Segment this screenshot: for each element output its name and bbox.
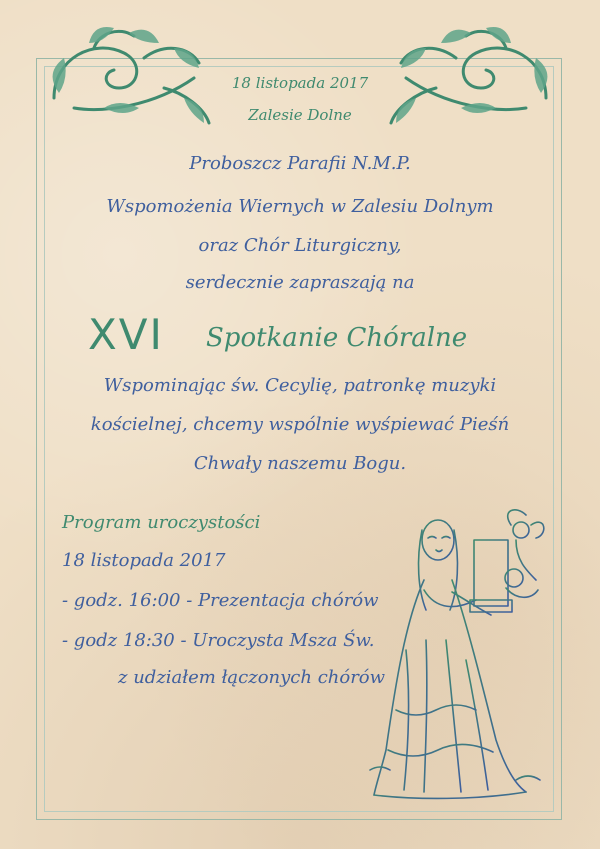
intro-line-4: serdecznie zapraszają na — [185, 272, 415, 293]
description-line-2: kościelnej, chcemy wspólnie wyśpiewać Pieśń — [90, 414, 510, 435]
saint-cecilia-illustration-icon — [366, 500, 552, 802]
program-date: 18 listopada 2017 — [62, 550, 226, 571]
intro-line-3: oraz Chór Liturgiczny, — [198, 235, 402, 256]
program-item-3: z udziałem łączonych chórów — [118, 667, 386, 688]
program-item-1: - godz. 16:00 - Prezentacja chórów — [62, 590, 379, 611]
intro-line-1: Proboszcz Parafii N.M.P. — [189, 153, 411, 174]
description-line-1: Wspominając św. Cecylię, patronkę muzyki — [103, 375, 497, 396]
intro-line-2: Wspomożenia Wiernych w Zalesiu Dolnym — [106, 196, 494, 217]
program-item-2: - godz 18:30 - Uroczysta Msza Św. — [62, 630, 375, 651]
event-title: Spotkanie Chóralne — [206, 323, 468, 353]
event-edition-number: XVI — [88, 310, 164, 359]
event-place: Zalesie Dolne — [248, 106, 352, 124]
event-date: 18 listopada 2017 — [231, 74, 369, 92]
description-line-3: Chwały naszemu Bogu. — [193, 453, 407, 474]
program-heading: Program uroczystości — [62, 512, 261, 533]
